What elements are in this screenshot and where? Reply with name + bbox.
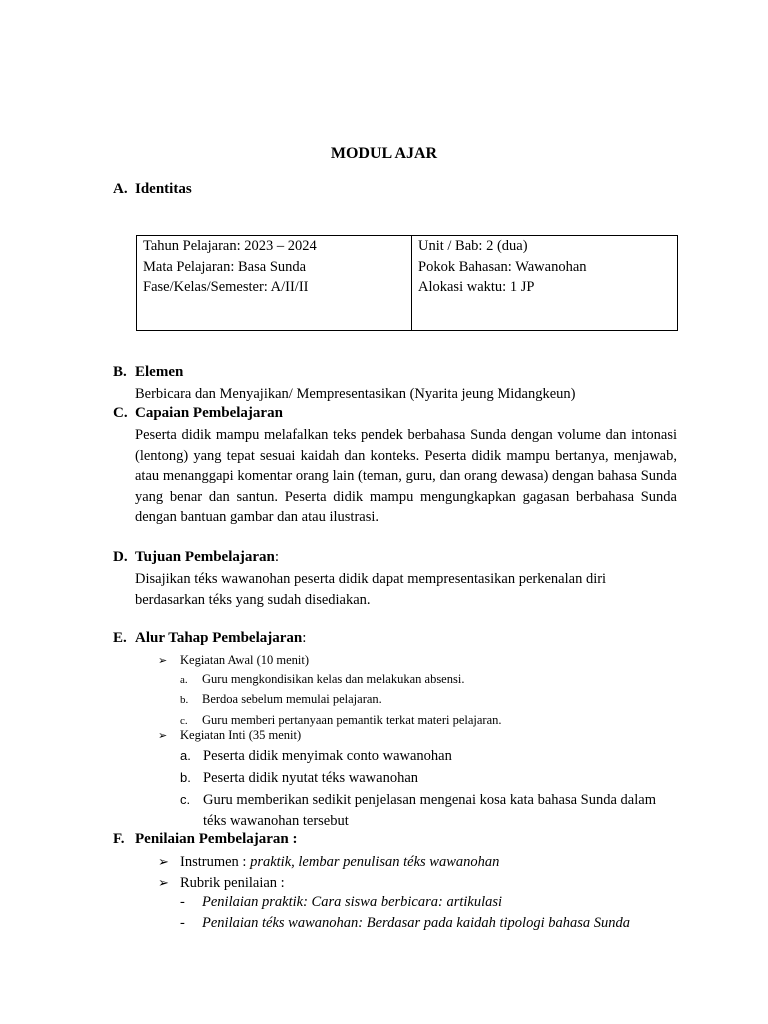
learning-outcome-text: Peserta didik mampu melafalkan teks pendek berbahasa Sunda dengan volume dan intonasi (lentong) yang tepat sesuai kaidah dan konteks. Peserta didik mampu bertanya, menjawab, atau menanggapi komentar orang lain (teman, guru, dan orang dewasa) dengan bahasa Sunda yang benar dan santun. Peserta didik mampu mengungkapkan gagasan berbahasa Sunda dengan bantuan gambar dan atau ilustrasi. bbox=[135, 427, 677, 526]
list-item: a. Peserta didik menyimak conto wawanohan bbox=[180, 748, 452, 764]
section-letter: F. bbox=[113, 831, 125, 847]
activity-awal bbox=[158, 651, 309, 670]
arrow-bullet-icon: ➢ bbox=[158, 655, 168, 667]
section-title: Penilaian Pembelajaran : bbox=[135, 831, 298, 847]
section-letter: E. bbox=[113, 630, 127, 646]
unit-chapter: Unit / Bab: 2 (dua) bbox=[418, 238, 528, 254]
section-letter: C. bbox=[113, 405, 128, 421]
list-item: c. Guru memberi pertanyaan pemantik terkat materi pelajaran. bbox=[180, 712, 502, 727]
section-b-heading bbox=[113, 364, 183, 381]
activity-inti-list bbox=[180, 745, 680, 832]
activity-inti bbox=[158, 726, 301, 745]
school-year: Tahun Pelajaran: 2023 – 2024 bbox=[143, 238, 317, 254]
section-c-heading bbox=[113, 405, 283, 422]
goal-line: berdasarkan téks yang sudah disediakan. bbox=[135, 591, 371, 608]
activity-awal-list bbox=[180, 670, 502, 731]
list-item-continuation: téks wawanohan tersebut bbox=[203, 813, 349, 829]
activity-label: Kegiatan Inti (35 menit) bbox=[180, 728, 302, 742]
list-item: c. Guru memberikan sedikit penjelasan mengenai kosa kata bahasa Sunda dalam bbox=[180, 792, 656, 808]
list-item: b. Berdoa sebelum memulai pelajaran. bbox=[180, 692, 382, 707]
activity-label: Kegiatan Awal (10 menit) bbox=[180, 653, 310, 667]
heading-colon: : bbox=[274, 549, 280, 565]
main-topic: Pokok Bahasan: Wawanohan bbox=[418, 258, 587, 275]
section-e-heading bbox=[113, 630, 306, 647]
rubric-list bbox=[180, 892, 630, 934]
section-letter: D. bbox=[113, 549, 128, 565]
learning-goal-text bbox=[135, 569, 677, 610]
phase-class-semester: Fase/Kelas/Semester: A/II/II bbox=[143, 279, 309, 295]
section-title: Tujuan Pembelajaran bbox=[135, 549, 275, 565]
section-d-heading bbox=[113, 549, 279, 566]
rubric-label: Rubrik penilaian : bbox=[180, 875, 285, 891]
subject: Mata Pelajaran: Basa Sunda bbox=[143, 258, 307, 275]
list-item: - Penilaian téks wawanohan: Berdasar pada kaidah tipologi bahasa Sunda bbox=[180, 915, 630, 931]
element-text: Berbicara dan Menyajikan/ Mempresentasikan (Nyarita jeung Midangkeun) bbox=[135, 386, 576, 402]
goal-line: Disajikan téks wawanohan peserta didik dapat mempresentasikan perkenalan diri bbox=[135, 571, 607, 587]
section-letter: B. bbox=[113, 364, 127, 380]
section-f-heading bbox=[113, 831, 297, 848]
list-item: b. Peserta didik nyutat téks wawanohan bbox=[180, 770, 419, 786]
arrow-bullet-icon: ➢ bbox=[158, 875, 169, 890]
assessment-rubric bbox=[158, 872, 285, 894]
assessment-instrument bbox=[158, 851, 499, 873]
section-title: Identitas bbox=[135, 181, 192, 197]
section-letter: A. bbox=[113, 181, 128, 197]
heading-colon: : bbox=[302, 630, 307, 646]
instrument-label: Instrumen : bbox=[180, 854, 251, 870]
section-title: Alur Tahap Pembelajaran bbox=[135, 630, 303, 646]
arrow-bullet-icon: ➢ bbox=[158, 854, 169, 869]
arrow-bullet-icon: ➢ bbox=[158, 730, 168, 742]
section-a-heading bbox=[113, 181, 192, 198]
identity-table bbox=[136, 235, 678, 331]
document-title: MODUL AJAR bbox=[330, 145, 438, 162]
section-title: Capaian Pembelajaran bbox=[135, 405, 283, 421]
identity-left-cell bbox=[137, 236, 412, 331]
time-allocation: Alokasi waktu: 1 JP bbox=[418, 279, 535, 295]
instrument-value: praktik, lembar penulisan téks wawanohan bbox=[250, 854, 500, 870]
list-item: - Penilaian praktik: Cara siswa berbicara: artikulasi bbox=[180, 894, 503, 910]
list-item: a. Guru mengkondisikan kelas dan melakukan absensi. bbox=[180, 672, 465, 686]
identity-right-cell bbox=[412, 236, 678, 331]
section-title: Elemen bbox=[135, 364, 184, 380]
